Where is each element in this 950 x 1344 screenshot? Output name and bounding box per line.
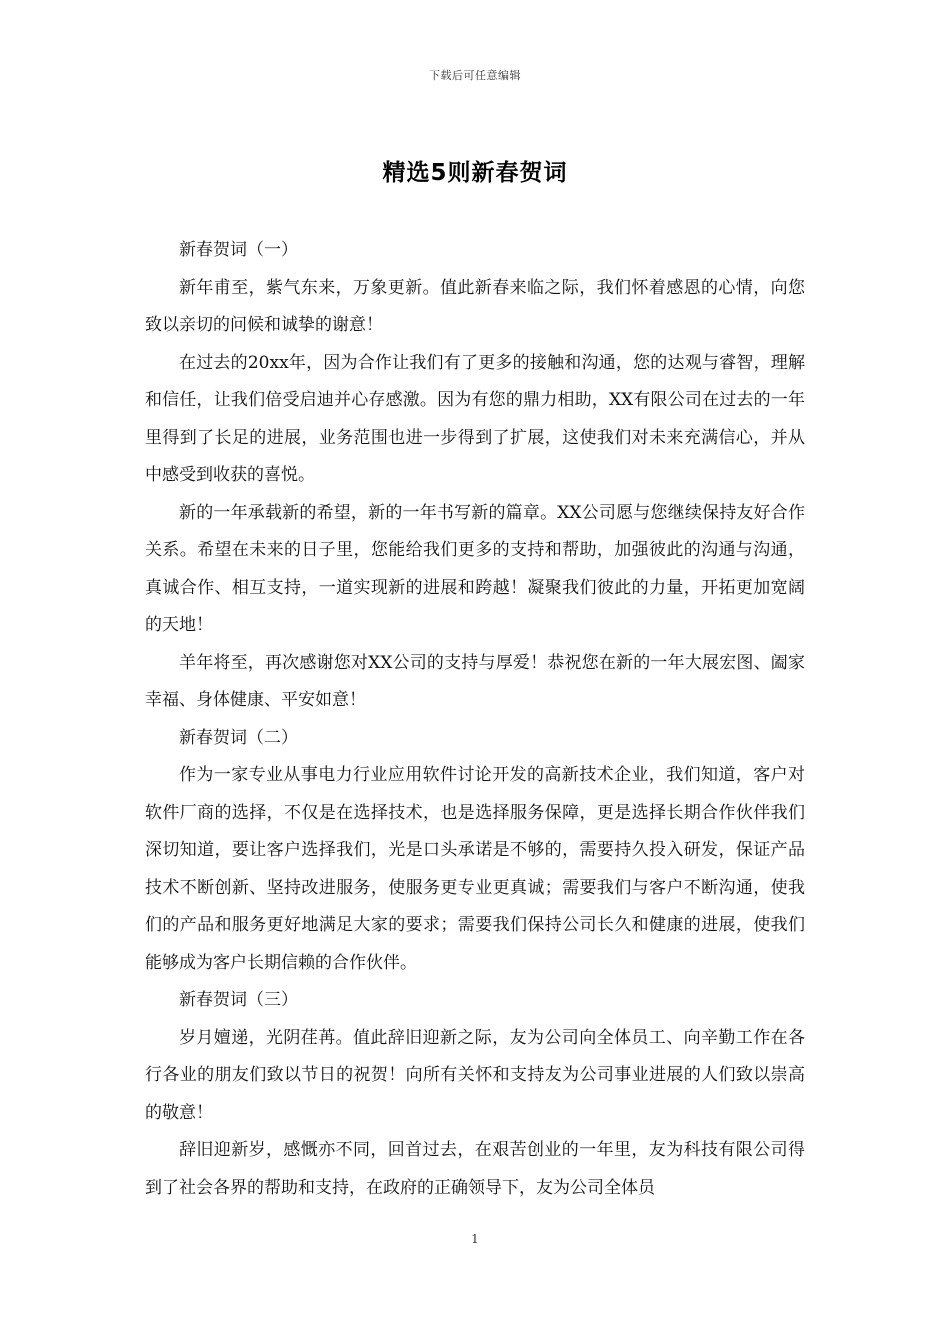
paragraph: 在过去的20xx年，因为合作让我们有了更多的接触和沟通，您的达观与睿智，理解和信任，让我们倍受启迪并心存感激。因为有您的鼎力相助，XX有限公司在过去的一年里得到了长足的进展，业务范围也进一步得到了扩展，这使我们对未来充满信心，并从中感受到收获的喜悦。: [145, 352, 805, 485]
document-body: [145, 232, 805, 1207]
page-number: 1: [471, 1232, 479, 1246]
paragraph: 羊年将至，再次感谢您对XX公司的支持与厚爱！恭祝您在新的一年大展宏图、阖家幸福、身体健康、平安如意！: [145, 652, 805, 710]
paragraph: 作为一家专业从事电力行业应用软件讨论开发的高新技术企业，我们知道，客户对软件厂商的选择，不仅是在选择技术，也是选择服务保障，更是选择长期合作伙伴我们深切知道，要让客户选择我们，光是口头承诺是不够的，需要持久投入研发，保证产品技术不断创新、坚持改进服务，使服务更专业更真诚；需要我们与客户不断沟通，使我们的产品和服务更好地满足大家的要求；需要我们保持公司长久和健康的进展，使我们能够成为客户长期信赖的合作伙伴。: [145, 765, 805, 973]
header-note: 下载后可任意编辑: [429, 69, 521, 82]
page-title: 精选5则新春贺词: [382, 160, 568, 186]
paragraph: 新年甫至，紫气东来，万象更新。值此新春来临之际，我们怀着感恩的心情，向您致以亲切的问候和诚挚的谢意！: [145, 277, 805, 335]
paragraph: 辞旧迎新岁，感慨亦不同，回首过去，在艰苦创业的一年里，友为科技有限公司得到了社会各界的帮助和支持，在政府的正确领导下，友为公司全体员: [145, 1140, 805, 1198]
paragraph: 岁月嬗递，光阴荏苒。值此辞旧迎新之际，友为公司向全体员工、向辛勤工作在各行各业的朋友们致以节日的祝贺！向所有关怀和支持友为公司事业进展的人们致以崇高的敬意！: [145, 1027, 805, 1123]
section-heading-2: 新春贺词（二）: [179, 727, 298, 748]
paragraph: 新的一年承载新的希望，新的一年书写新的篇章。XX公司愿与您继续保持友好合作关系。希望在未来的日子里，您能给我们更多的支持和帮助，加强彼此的沟通与沟通，真诚合作、相互支持，一道实现新的进展和跨越！凝聚我们彼此的力量，开拓更加宽阔的天地！: [145, 502, 805, 635]
section-heading-3: 新春贺词（三）: [179, 990, 298, 1010]
section-heading-1: 新春贺词（一）: [179, 240, 298, 260]
